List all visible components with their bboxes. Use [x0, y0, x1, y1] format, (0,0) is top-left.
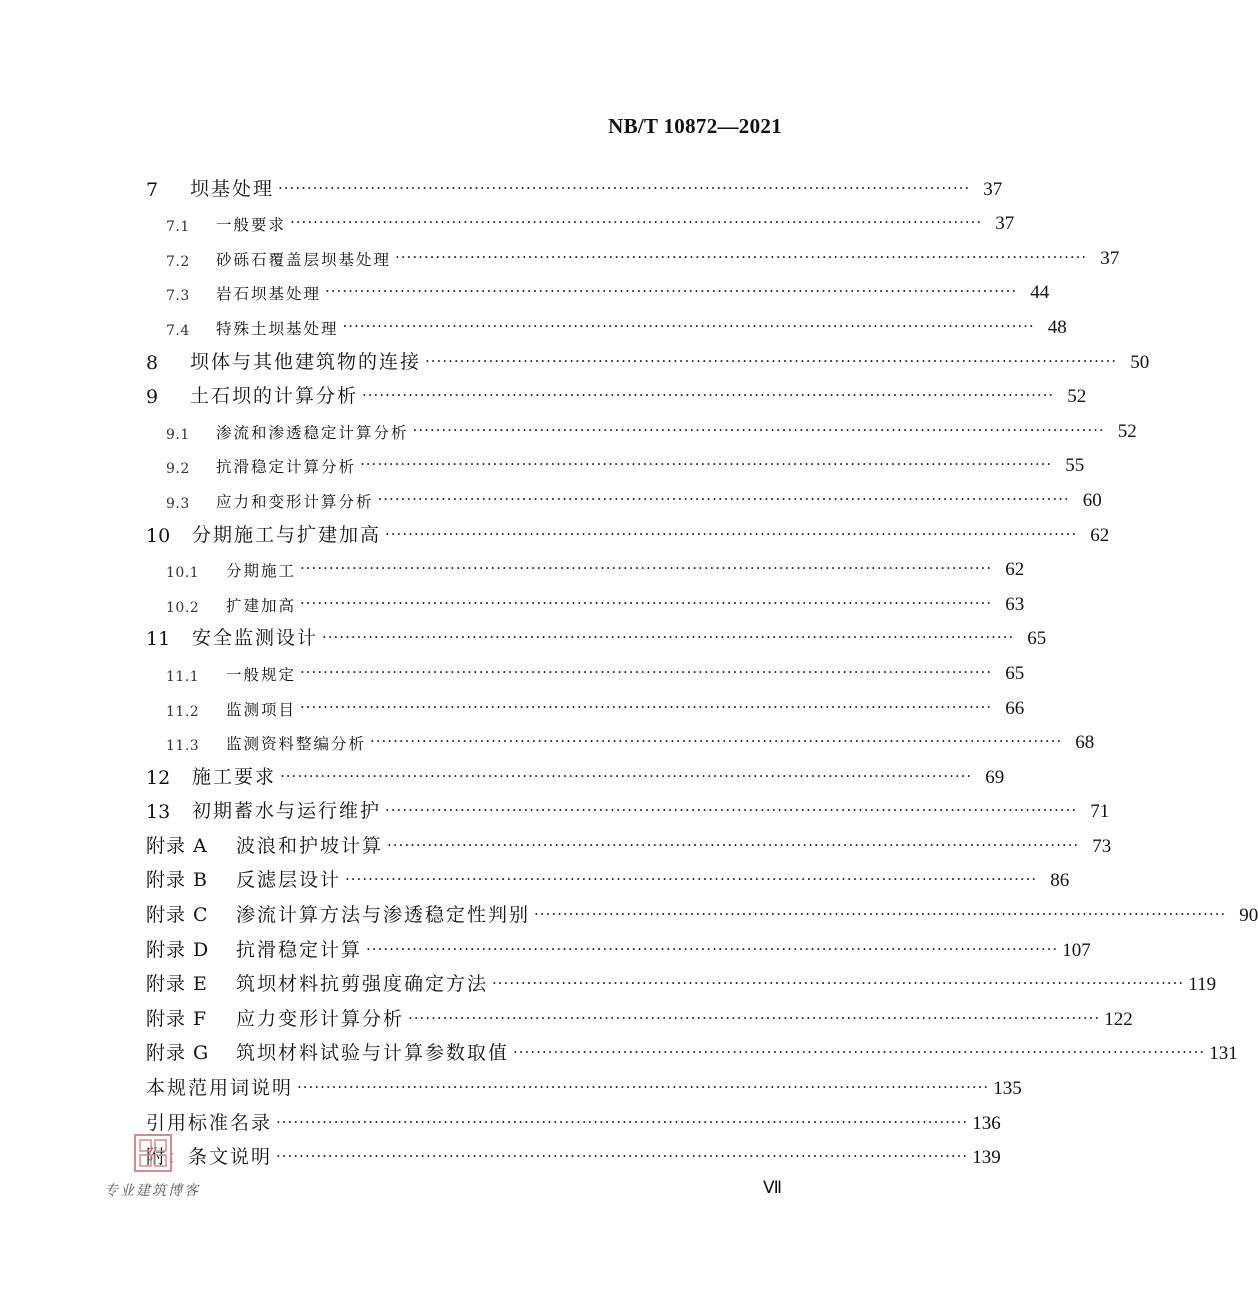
toc-subentry[interactable]: [146, 720, 1095, 755]
toc-entry[interactable]: [146, 996, 1133, 1031]
toc-dot-leader: ························································································································: [300, 559, 993, 578]
toc-dot-leader: ························································································································: [360, 455, 1053, 474]
toc-dot-leader: ························································································································: [370, 732, 1063, 751]
toc-entry[interactable]: [146, 892, 1258, 927]
toc-entry-number: 10.2: [166, 599, 200, 616]
toc-dot-leader: ························································································································: [492, 974, 1185, 993]
toc-entry-number: 11: [146, 628, 171, 651]
toc-page-number: 44: [1030, 282, 1050, 304]
toc-page-number: 136: [972, 1112, 1001, 1134]
toc-page-number: 50: [1130, 351, 1150, 373]
toc-page-number: 69: [985, 766, 1005, 788]
toc-entry-number: 9.3: [166, 495, 190, 512]
toc-entry[interactable]: [146, 1065, 1022, 1100]
toc-dot-leader: ························································································································: [387, 835, 1080, 854]
toc-dot-leader: ························································································································: [385, 801, 1078, 820]
toc-page-number: 65: [1027, 628, 1047, 650]
toc-page-number: 119: [1188, 974, 1217, 996]
toc-entry-number: 7.1: [166, 219, 190, 236]
toc-entry-number: 附录 E: [146, 973, 208, 996]
toc-entry-number: 附录 G: [146, 1042, 210, 1065]
toc-dot-leader: ························································································································: [276, 1112, 969, 1131]
toc-entry-number: 7: [146, 178, 159, 201]
toc-page-number: 139: [972, 1147, 1001, 1169]
toc-entry-number: 10.1: [166, 565, 200, 582]
toc-entry-number: 11.3: [166, 738, 200, 755]
toc-entry-number: 附录 B: [146, 869, 209, 892]
watermark-text: 专业建筑博客: [104, 1183, 200, 1199]
toc-entry-number: 9.1: [166, 426, 190, 443]
toc-dot-leader: ························································································································: [297, 1078, 990, 1097]
logo-seal-icon: [134, 1134, 172, 1172]
toc-page-number: 52: [1117, 420, 1137, 442]
toc-entry-title: 监测项目: [226, 700, 297, 719]
toc-entry-number: 8: [146, 351, 159, 374]
toc-entry-number: 附录 F: [146, 1007, 208, 1030]
toc-entry[interactable]: [146, 823, 1112, 858]
toc-dot-leader: ························································································································: [513, 1043, 1206, 1062]
toc-entry-title: 施工要求: [192, 765, 277, 788]
toc-entry-number: 11.2: [166, 703, 200, 720]
toc-entry-title: 抗滑稳定计算分析: [216, 458, 357, 477]
toc-subentry[interactable]: [146, 581, 1025, 616]
toc-page-number: 71: [1090, 801, 1110, 823]
toc-page-number: 66: [1005, 697, 1025, 719]
toc-page-number: 131: [1209, 1043, 1238, 1065]
toc-subentry[interactable]: [146, 477, 1102, 512]
toc-page-number: 55: [1065, 455, 1085, 477]
toc-entry-title: 本规范用词说明: [146, 1077, 294, 1100]
toc-entry-title: 应力变形计算分析: [236, 1007, 405, 1030]
page-number: Ⅶ: [763, 1178, 783, 1197]
toc-page-number: 62: [1005, 559, 1025, 581]
toc-entry-title: 附：条文说明: [146, 1146, 273, 1169]
toc-subentry[interactable]: [146, 201, 1015, 236]
toc-dot-leader: ························································································································: [300, 697, 993, 716]
toc-dot-leader: ························································································································: [280, 766, 973, 785]
toc-entry-title: 反滤层设计: [236, 869, 342, 892]
toc-entry-title: 应力和变形计算分析: [216, 492, 374, 511]
toc-entry-title: 一般规定: [226, 665, 297, 684]
toc-entry-title: 初期蓄水与运行维护: [192, 800, 382, 823]
toc-page-number: 90: [1239, 905, 1258, 927]
toc-entry-title: 特殊土坝基处理: [216, 319, 339, 338]
toc-entry[interactable]: [146, 512, 1110, 547]
toc-entry-title: 波浪和护坡计算: [236, 834, 384, 857]
toc-dot-leader: ························································································································: [425, 351, 1118, 370]
toc-entry-title: 监测资料整编分析: [226, 735, 367, 754]
toc-subentry[interactable]: [146, 547, 1025, 582]
toc-entry-title: 安全监测设计: [192, 627, 319, 650]
toc-dot-leader: ························································································································: [362, 386, 1055, 405]
toc-entry-title: 渗流计算方法与渗透稳定性判别: [236, 904, 531, 927]
toc-entry[interactable]: [146, 1100, 1001, 1135]
toc-page-number: 52: [1067, 386, 1087, 408]
toc-dot-leader: ························································································································: [377, 489, 1070, 508]
toc-page-number: 48: [1047, 316, 1067, 338]
toc-entry-title: 坝体与其他建筑物的连接: [190, 350, 422, 373]
toc-entry-number: 9.2: [166, 461, 190, 478]
toc-page-number: 73: [1092, 835, 1112, 857]
toc-subentry[interactable]: [146, 443, 1085, 478]
toc-entry[interactable]: [146, 616, 1047, 651]
toc-page-number: 63: [1005, 593, 1025, 615]
toc-entry[interactable]: [146, 374, 1087, 409]
toc-entry-title: 扩建加高: [226, 596, 297, 615]
toc-entry-title: 坝基处理: [190, 177, 275, 200]
toc-entry-number: 附录 D: [146, 938, 210, 961]
toc-entry-title: 筑坝材料抗剪强度确定方法: [236, 973, 489, 996]
toc-dot-leader: ························································································································: [300, 662, 993, 681]
toc-entry[interactable]: [146, 1031, 1238, 1066]
toc-entry[interactable]: [146, 1135, 1001, 1170]
toc-page-number: 37: [995, 213, 1015, 235]
toc-entry-title: 岩石坝基处理: [216, 285, 322, 304]
toc-dot-leader: ························································································································: [412, 420, 1105, 439]
standard-code: NB/T 10872—2021: [608, 114, 782, 138]
toc-entry-number: 7.2: [166, 253, 190, 270]
toc-dot-leader: ························································································································: [408, 1008, 1101, 1027]
toc-subentry[interactable]: [146, 270, 1050, 305]
toc-dot-leader: ························································································································: [278, 178, 971, 197]
toc-entry-title: 砂砾石覆盖层坝基处理: [216, 250, 392, 269]
toc-page-number: 37: [983, 178, 1003, 200]
toc-dot-leader: ························································································································: [342, 316, 1035, 335]
toc-subentry[interactable]: [146, 650, 1025, 685]
toc-entry[interactable]: [146, 754, 1005, 789]
toc-dot-leader: ························································································································: [534, 905, 1227, 924]
toc-entry[interactable]: [146, 858, 1070, 893]
toc-entry-number: 附录 A: [146, 834, 208, 857]
toc-entry-number: 7.4: [166, 322, 190, 339]
toc-entry[interactable]: [146, 339, 1150, 374]
toc-page-number: 65: [1005, 662, 1025, 684]
toc-dot-leader: ························································································································: [345, 870, 1038, 889]
toc-entry-title: 分期施工与扩建加高: [192, 523, 382, 546]
toc-page-number: 37: [1100, 247, 1120, 269]
toc-page-number: 62: [1090, 524, 1110, 546]
toc-subentry[interactable]: [146, 685, 1025, 720]
toc-dot-leader: ························································································································: [290, 213, 983, 232]
toc-dot-leader: ························································································································: [366, 939, 1059, 958]
toc-entry-title: 抗滑稳定计算: [236, 938, 363, 961]
toc-entry[interactable]: [146, 927, 1091, 962]
toc-subentry[interactable]: [146, 235, 1120, 270]
toc-page-number: 86: [1050, 870, 1070, 892]
toc-dot-leader: ························································································································: [385, 524, 1078, 543]
toc-entry-number: 9: [146, 386, 159, 409]
toc-entry-number: 11.1: [166, 668, 200, 685]
toc-dot-leader: ························································································································: [300, 593, 993, 612]
toc-entry-number: 附录 C: [146, 904, 209, 927]
toc-entry-title: 土石坝的计算分析: [190, 385, 359, 408]
toc-dot-leader: ························································································································: [325, 282, 1018, 301]
toc-page-number: 122: [1104, 1008, 1133, 1030]
toc-entry-title: 分期施工: [226, 562, 297, 581]
toc-entry[interactable]: [146, 166, 1003, 201]
toc-entry-title: 一般要求: [216, 216, 287, 235]
toc-entry-number: 7.3: [166, 288, 190, 305]
toc-entry[interactable]: [146, 962, 1217, 997]
toc-dot-leader: ························································································································: [276, 1147, 969, 1166]
toc-entry-title: 渗流和渗透稳定计算分析: [216, 423, 409, 442]
toc-entry-number: 10: [146, 524, 171, 547]
table-of-contents: [146, 166, 1258, 1169]
toc-dot-leader: ························································································································: [322, 628, 1015, 647]
toc-dot-leader: ························································································································: [395, 247, 1088, 266]
toc-page-number: 107: [1062, 939, 1091, 961]
toc-subentry[interactable]: [146, 408, 1137, 443]
toc-entry-title: 引用标准名录: [146, 1111, 273, 1134]
toc-entry[interactable]: [146, 789, 1110, 824]
toc-entry-number: 13: [146, 801, 171, 824]
toc-page-number: 135: [993, 1078, 1022, 1100]
toc-entry-title: 筑坝材料试验与计算参数取值: [236, 1042, 510, 1065]
toc-page-number: 68: [1075, 732, 1095, 754]
toc-subentry[interactable]: [146, 304, 1067, 339]
toc-entry-number: 12: [146, 766, 171, 789]
toc-page-number: 60: [1082, 489, 1102, 511]
